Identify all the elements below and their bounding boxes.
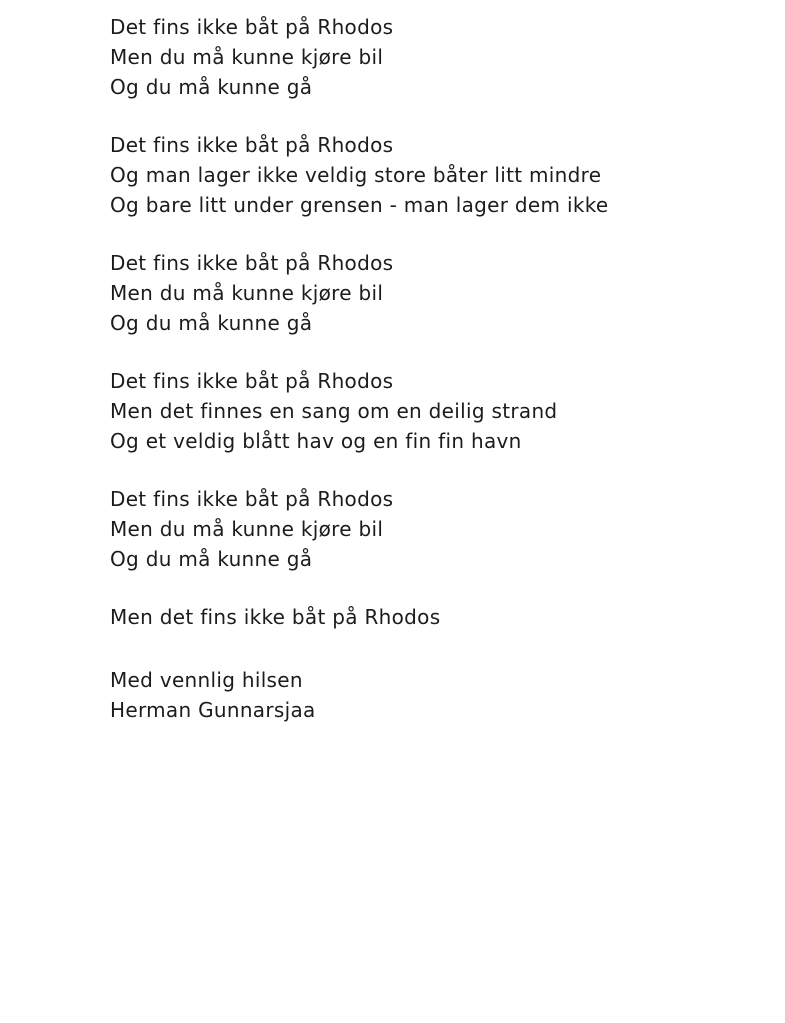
lyric-line: Men du må kunne kjøre bil	[110, 45, 384, 69]
lyric-line: Og du må kunne gå	[110, 75, 313, 99]
stanza	[110, 12, 745, 102]
lyric-line: Men det finnes en sang om en deilig strand	[110, 399, 558, 423]
lyric-line: Men det fins ikke båt på Rhodos	[110, 605, 441, 629]
letter-body	[110, 12, 745, 632]
signature-closing: Med vennlig hilsen	[110, 668, 303, 692]
lyric-line: Og du må kunne gå	[110, 311, 313, 335]
lyric-line: Og man lager ikke veldig store båter litt mindre	[110, 163, 602, 187]
stanza	[110, 484, 745, 574]
lyric-line: Men du må kunne kjøre bil	[110, 281, 384, 305]
lyric-line: Det fins ikke båt på Rhodos	[110, 15, 394, 39]
stanza	[110, 130, 745, 220]
signature-block	[110, 665, 745, 725]
signature-name: Herman Gunnarsjaa	[110, 698, 316, 722]
lyric-line: Og bare litt under grensen - man lager dem ikke	[110, 193, 609, 217]
lyric-line: Men du må kunne kjøre bil	[110, 517, 384, 541]
stanza	[110, 366, 745, 456]
stanza	[110, 248, 745, 338]
lyric-line: Det fins ikke båt på Rhodos	[110, 133, 394, 157]
lyric-line: Det fins ikke båt på Rhodos	[110, 369, 394, 393]
lyric-line: Det fins ikke båt på Rhodos	[110, 251, 394, 275]
lyric-line: Og et veldig blått hav og en fin fin havn	[110, 429, 522, 453]
lyric-line: Og du må kunne gå	[110, 547, 313, 571]
lyric-line: Det fins ikke båt på Rhodos	[110, 487, 394, 511]
stanza	[110, 602, 745, 632]
